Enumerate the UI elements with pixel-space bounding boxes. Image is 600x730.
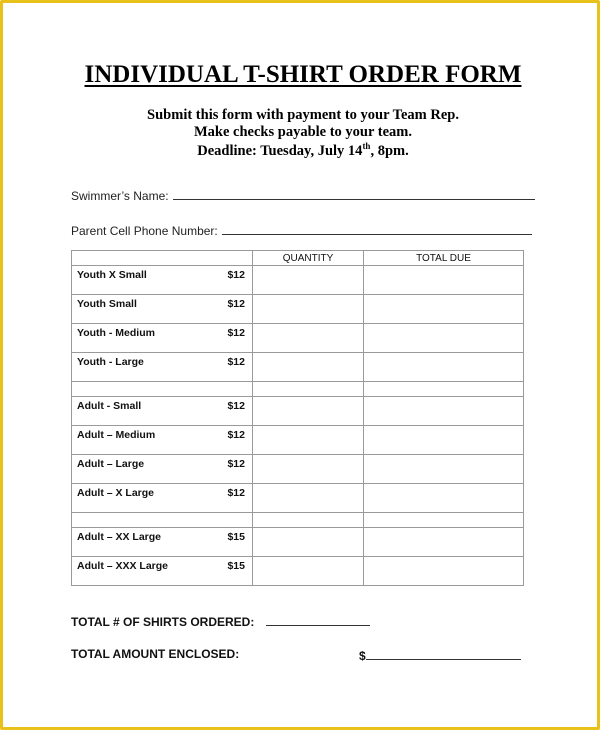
item-name: Youth X Small [77, 269, 147, 281]
instruction-deadline [3, 141, 600, 160]
table-row [72, 426, 524, 455]
table-row [72, 266, 524, 295]
item-cell [72, 426, 253, 455]
item-name: Adult – Large [77, 458, 145, 470]
total-shirts-label: TOTAL # OF SHIRTS ORDERED: [71, 615, 255, 629]
item-cell [72, 397, 253, 426]
header-quantity: QUANTITY [253, 251, 364, 266]
item-name: Adult – XX Large [77, 531, 162, 543]
total-due-cell[interactable] [364, 557, 524, 586]
item-price: $12 [227, 458, 245, 470]
swimmer-name-line[interactable] [173, 187, 535, 200]
spacer-row [72, 382, 524, 397]
quantity-cell[interactable] [253, 455, 364, 484]
table-header-row [72, 251, 524, 266]
total-due-cell[interactable] [364, 353, 524, 382]
total-amount-row [71, 647, 239, 661]
item-cell [72, 484, 253, 513]
table-row [72, 557, 524, 586]
total-due-cell[interactable] [364, 455, 524, 484]
table-row [72, 397, 524, 426]
spacer-row [72, 513, 524, 528]
table-row [72, 353, 524, 382]
item-price: $12 [227, 429, 245, 441]
table-row [72, 295, 524, 324]
spacer-cell [253, 513, 364, 528]
instruction-checks: Make checks payable to your team. [193, 124, 413, 140]
header-item [72, 251, 253, 266]
total-due-cell[interactable] [364, 397, 524, 426]
item-name: Youth Small [77, 298, 137, 310]
quantity-cell[interactable] [253, 528, 364, 557]
quantity-cell[interactable] [253, 353, 364, 382]
total-due-cell[interactable] [364, 484, 524, 513]
parent-phone-label: Parent Cell Phone Number: [71, 224, 218, 238]
quantity-cell[interactable] [253, 295, 364, 324]
currency-symbol: $ [359, 649, 366, 663]
item-price: $15 [227, 560, 245, 572]
header-total-due: TOTAL DUE [364, 251, 524, 266]
table-row [72, 484, 524, 513]
total-due-cell[interactable] [364, 266, 524, 295]
item-price: $12 [227, 356, 245, 368]
total-due-cell[interactable] [364, 528, 524, 557]
deadline-ordinal: th [362, 141, 371, 151]
order-table [71, 250, 524, 586]
item-name: Adult – X Large [77, 487, 155, 499]
spacer-cell [253, 382, 364, 397]
item-name: Adult – XXX Large [77, 560, 169, 572]
instruction-submit: Submit this form with payment to your Team Rep. [147, 107, 459, 123]
quantity-cell[interactable] [253, 484, 364, 513]
item-price: $12 [227, 269, 245, 281]
item-name: Adult – Medium [77, 429, 156, 441]
item-name: Youth - Medium [77, 327, 155, 339]
item-name: Adult - Small [77, 400, 142, 412]
swimmer-name-label: Swimmer’s Name: [71, 189, 169, 203]
item-cell [72, 455, 253, 484]
total-due-cell[interactable] [364, 324, 524, 353]
item-name: Youth - Large [77, 356, 144, 368]
item-price: $12 [227, 487, 245, 499]
item-cell [72, 353, 253, 382]
table-row [72, 455, 524, 484]
total-amount-field [359, 647, 521, 663]
deadline-time: , 8pm. [370, 142, 409, 159]
deadline-text: Deadline: Tuesday, July 14 [197, 142, 363, 159]
quantity-cell[interactable] [253, 557, 364, 586]
quantity-cell[interactable] [253, 397, 364, 426]
item-price: $12 [227, 400, 245, 412]
spacer-cell [72, 513, 253, 528]
form-title: INDIVIDUAL T-SHIRT ORDER FORM [84, 61, 522, 88]
total-amount-label: TOTAL AMOUNT ENCLOSED: [71, 647, 240, 661]
spacer-cell [364, 382, 524, 397]
spacer-cell [72, 382, 253, 397]
quantity-cell[interactable] [253, 266, 364, 295]
parent-phone-line[interactable] [222, 222, 532, 235]
item-price: $12 [227, 327, 245, 339]
item-cell [72, 295, 253, 324]
table-row [72, 324, 524, 353]
total-shirts-line[interactable] [266, 613, 370, 626]
item-price: $12 [227, 298, 245, 310]
item-price: $15 [227, 531, 245, 543]
item-cell [72, 266, 253, 295]
item-cell [72, 528, 253, 557]
swimmer-name-field [71, 187, 535, 203]
total-due-cell[interactable] [364, 426, 524, 455]
quantity-cell[interactable] [253, 426, 364, 455]
total-amount-line[interactable] [366, 647, 521, 660]
total-due-cell[interactable] [364, 295, 524, 324]
table-row [72, 528, 524, 557]
total-shirts-row [71, 613, 370, 629]
spacer-cell [364, 513, 524, 528]
item-cell [72, 557, 253, 586]
parent-phone-field [71, 222, 532, 238]
quantity-cell[interactable] [253, 324, 364, 353]
item-cell [72, 324, 253, 353]
